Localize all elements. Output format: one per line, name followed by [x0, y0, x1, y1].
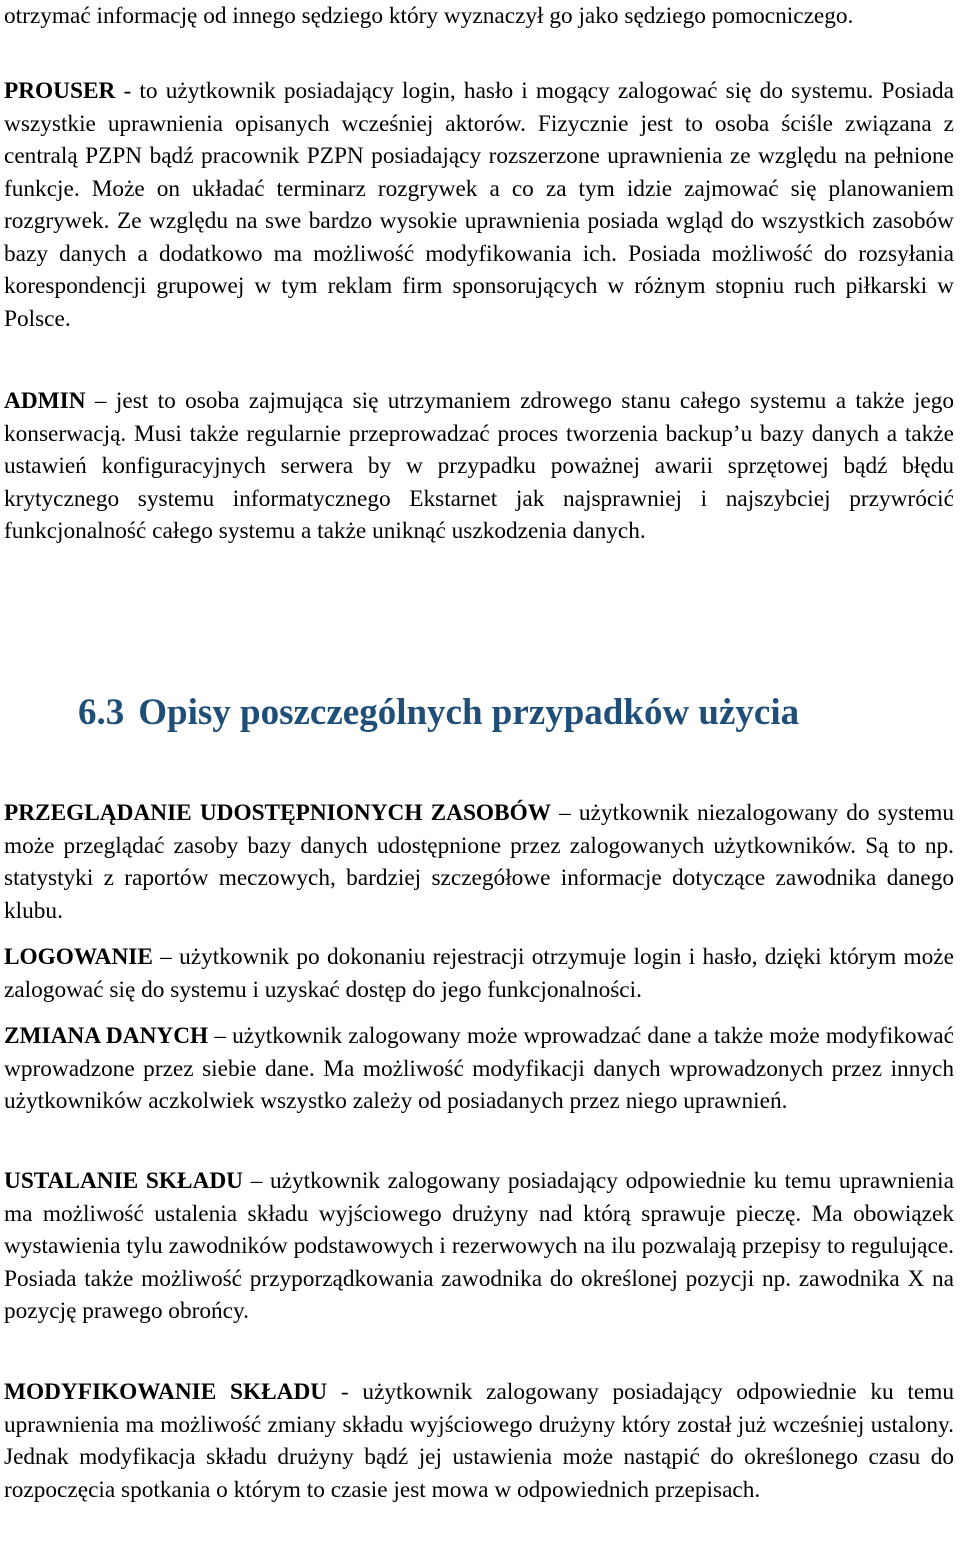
paragraph-text: - to użytkownik posiadający login, hasło i mogący zalogować się do systemu. Posiada wszystkie uprawnienia opisanych wcześniej aktorów. Fizycznie jest to osoba ściśle związana z centralą PZPN bądź pracownik PZPN posiadający rozszerzone uprawnienia ze względu na pełnione funkcje. Może on układać terminarz rozgrywek a co za tym idzie zajmować się planowaniem rozgrywek. Ze względu na swe bardzo wysokie uprawnienia posiada wgląd do wszystkich zasobów bazy danych a dodatkowo ma możliwość modyfikowania ich. Posiada możliwość do rozsyłania korespondencji grupowej w tym reklam firm sponsorujących w różnym stopniu ruch piłkarski w Polsce.: [4, 78, 954, 332]
section-title: Opisy poszczególnych przypadków użycia: [138, 692, 800, 733]
use-case-text: – użytkownik niezalogowany do systemu może przeglądać zasoby bazy danych udostępnione przez zalogowanych użytkowników. Są to np. statystyki z raportów meczowych, bardziej szczegółowe informacje dotyczące zawodnika danego klubu.: [4, 800, 954, 924]
use-case-logowanie: [4, 941, 954, 1006]
use-case-lead: PRZEGLĄDANIE UDOSTĘPNIONYCH ZASOBÓW: [4, 800, 551, 826]
paragraph-text: otrzymać informację od innego sędziego który wyznaczył go jako sędziego pomocniczego.: [4, 3, 854, 29]
use-case-text: - użytkownik zalogowany posiadający odpowiednie ku temu uprawnienia ma możliwość zmiany składu wyjściowego drużyny który został już wcześniej ustalony. Jednak modyfikacja składu drużyny bądź jej ustawienia może nastąpić do określonego czasu do rozpoczęcia spotkania o którym to czasie jest mowa w odpowiednich przepisach.: [4, 1379, 954, 1503]
use-case-przegladanie: [4, 797, 954, 927]
use-case-text: – użytkownik zalogowany posiadający odpowiednie ku temu uprawnienia ma możliwość ustalenia składu wyjściowego drużyny nad którą sprawuje pieczę. Ma obowiązek wystawienia tylu zawodników podstawowych i rezerwowych na ilu pozwalają przepisy to regulujące. Posiada także możliwość przyporządkowania zawodnika do określonej pozycji np. zawodnika X na pozycję prawego obrońcy.: [4, 1168, 954, 1324]
use-case-lead: MODYFIKOWANIE SKŁADU: [4, 1379, 328, 1405]
use-case-ustalanie-skladu: [4, 1165, 954, 1328]
paragraph-lead: ADMIN: [4, 388, 86, 414]
paragraph-continuation: [4, 0, 954, 33]
paragraph-admin: [4, 385, 954, 548]
use-case-modyfikowanie-skladu: [4, 1376, 954, 1506]
use-case-zmiana-danych: [4, 1020, 954, 1118]
use-case-text: – użytkownik po dokonaniu rejestracji otrzymuje login i hasło, dzięki którym może zalogować się do systemu i uzyskać dostęp do jego funkcjonalności.: [4, 944, 954, 1003]
paragraph-lead: PROUSER: [4, 78, 116, 104]
section-number: 6.3: [78, 692, 125, 733]
use-case-lead: USTALANIE SKŁADU: [4, 1168, 243, 1194]
use-case-lead: ZMIANA DANYCH: [4, 1023, 209, 1049]
use-case-text: – użytkownik zalogowany może wprowadzać dane a także może modyfikować wprowadzone przez siebie dane. Ma możliwość modyfikacji danych wprowadzonych przez innych użytkowników aczkolwiek wszystko zależy od posiadanych przez niego uprawnień.: [4, 1023, 954, 1114]
paragraph-text: – jest to osoba zajmująca się utrzymaniem zdrowego stanu całego systemu a także jego konserwacją. Musi także regularnie przeprowadzać proces tworzenia backup’u bazy danych a także ustawień konfiguracyjnych serwera by w przypadku poważnej awarii sprzętowej bądź błędu krytycznego systemu informatycznego Ekstarnet jak najsprawniej i najszybciej przywrócić funkcjonalność całego systemu a także uniknąć uszkodzenia danych.: [4, 388, 954, 544]
section-heading: [78, 690, 799, 736]
use-case-lead: LOGOWANIE: [4, 944, 153, 970]
paragraph-prouser: [4, 75, 954, 335]
